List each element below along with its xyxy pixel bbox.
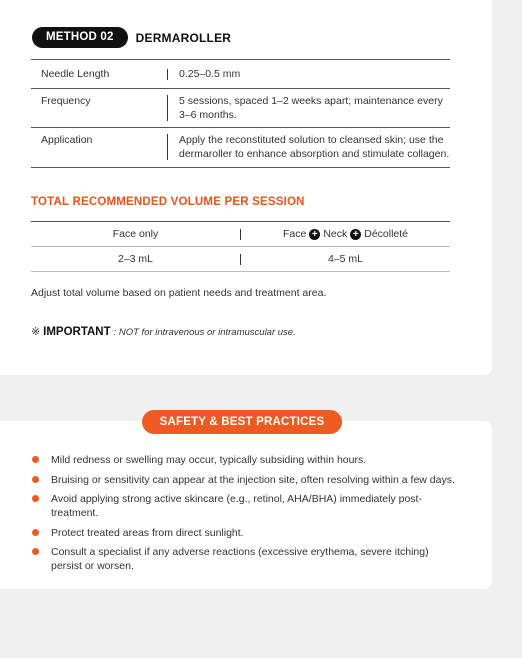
volume-value-face-neck-decollete: 4–5 mL <box>327 253 364 265</box>
safety-list <box>31 453 461 579</box>
list-item <box>31 473 461 487</box>
list-item <box>31 526 461 540</box>
column-divider <box>167 95 168 121</box>
important-text: : NOT for intravenous or intramuscular use. <box>113 327 296 338</box>
spec-value: Apply the reconstituted solution to cleansed skin; use the dermaroller to enhance absorption and stimulate collagen. <box>179 134 450 160</box>
important-notice <box>31 325 296 338</box>
list-item-text: Mild redness or swelling may occur, typically subsiding within hours. <box>51 454 367 466</box>
plus-icon: + <box>350 229 361 240</box>
column-divider <box>167 134 168 160</box>
bullet-dot <box>32 529 39 536</box>
area-face-label: Face <box>282 228 307 240</box>
spec-row-application <box>31 127 450 168</box>
important-label: IMPORTANT <box>43 326 111 338</box>
volume-header-row <box>31 221 450 246</box>
bullet-dot <box>32 456 39 463</box>
list-item-text: Avoid applying strong active skincare (e.g., retinol, AHA/BHA) immediately post-treatment. <box>51 493 422 519</box>
list-item <box>31 453 461 467</box>
list-item-text: Consult a specialist if any adverse reactions (excessive erythema, severe itching) persist or worsen. <box>51 546 429 572</box>
volume-table <box>31 221 450 272</box>
list-item <box>31 545 461 573</box>
bullet-dot <box>32 476 39 483</box>
list-item-text: Bruising or sensitivity can appear at the injection site, often resolving within a few days. <box>51 473 455 486</box>
spec-value: 5 sessions, spaced 1–2 weeks apart; maintenance every 3–6 months. <box>179 95 443 121</box>
spec-table <box>31 59 450 168</box>
volume-note: Adjust total volume based on patient needs and treatment area. <box>31 287 327 299</box>
list-item <box>31 492 461 520</box>
method-header <box>32 27 231 48</box>
volume-value-row <box>31 246 450 272</box>
method-badge: METHOD 02 <box>32 27 128 48</box>
area-decollete-label: Décolleté <box>364 228 409 240</box>
safety-title-pill: SAFETY & BEST PRACTICES <box>142 410 342 434</box>
volume-header-face-only: Face only <box>112 228 159 240</box>
list-item-text: Protect treated areas from direct sunlight. <box>51 526 244 539</box>
bullet-dot <box>32 548 39 555</box>
volume-header-face-neck-decollete <box>241 228 450 240</box>
spec-value: 0.25–0.5 mm <box>179 68 241 80</box>
spec-label: Needle Length <box>41 68 110 80</box>
area-neck-label: Neck <box>323 228 348 240</box>
volume-value-face-only: 2–3 mL <box>117 253 154 265</box>
column-divider <box>167 69 168 80</box>
spec-label: Frequency <box>41 95 91 107</box>
volume-heading: TOTAL RECOMMENDED VOLUME PER SESSION <box>31 196 305 208</box>
method-title: DERMAROLLER <box>135 30 232 45</box>
bullet-dot <box>32 495 39 502</box>
spec-label: Application <box>41 134 93 146</box>
plus-icon: + <box>309 229 320 240</box>
spec-row-needle-length <box>31 59 450 88</box>
reference-mark: ※ <box>31 326 41 338</box>
spec-row-frequency <box>31 88 450 127</box>
